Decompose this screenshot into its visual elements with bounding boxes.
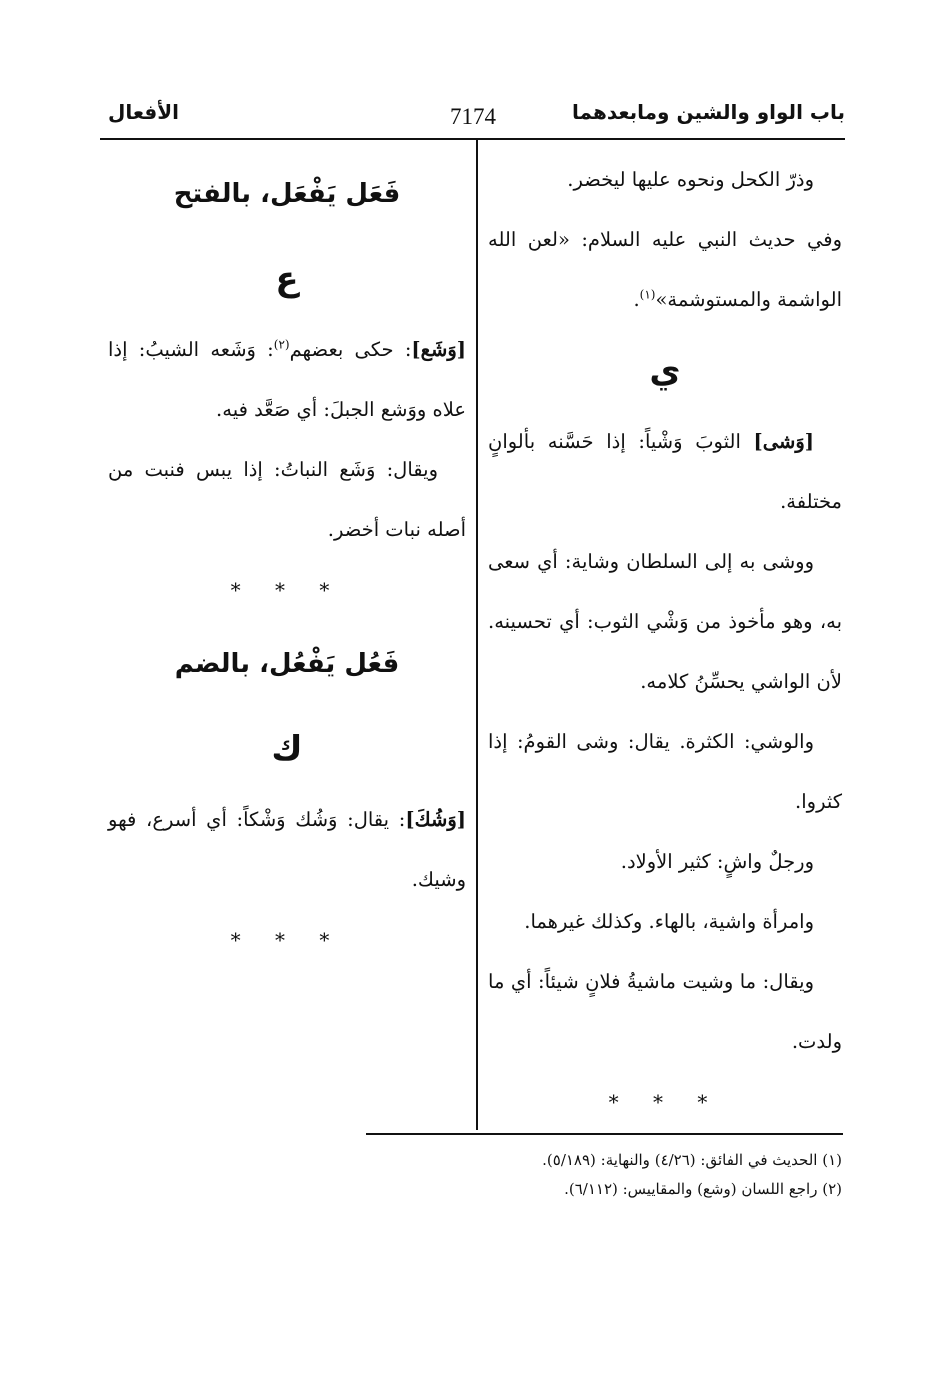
chapter-heading: فَعَل يَفْعَل، بالفتح	[173, 179, 401, 209]
paragraph: والوشي: الكثرة. يقال: وشى القومُ: إذا كثروا.	[488, 730, 842, 813]
chapter-heading: فَعُل يَفْعُل، بالضم	[174, 649, 400, 679]
entry-paragraph	[108, 320, 466, 440]
paragraph-text: الثوبَ وَشْياً: إذا حَسَّنه بألوانٍ مختلفة.	[488, 430, 842, 513]
section-separator: * * *	[230, 578, 344, 602]
footnote-ref: (١)	[639, 287, 656, 302]
letter-heading: ع	[275, 259, 299, 299]
running-header	[100, 96, 845, 136]
paragraph-text: : حكى بعضهم	[289, 338, 412, 361]
entry-paragraph	[488, 412, 842, 532]
letter-heading: ي	[649, 351, 681, 391]
paragraph: ويقال: ما وشيت ماشيةُ فلانٍ شيئاً: أي ما ولدت.	[488, 970, 842, 1053]
section-separator: * * *	[230, 928, 344, 952]
footnotes	[360, 1146, 842, 1204]
headword: [وَشُكَ]	[405, 808, 466, 831]
paragraph: وذرّ الكحل ونحوه عليها ليخضر.	[567, 168, 814, 191]
headword: [وَشى]	[753, 430, 814, 453]
section-title: الأفعال	[108, 100, 179, 124]
paragraph: ويقال: وَشَع النباتُ: إذا يبس فنبت من أصله نبات أخضر.	[108, 458, 466, 541]
paragraph-text: : وَشَعه الشيبُ: إذا علاه ووَشع الجبلَ: أي صَعَّد فيه.	[108, 338, 466, 421]
header-rule	[100, 138, 845, 140]
letter-heading: ك	[271, 729, 303, 769]
paragraph: ورجلٌ واشٍ: كثير الأولاد.	[620, 850, 814, 873]
hadith-paragraph	[488, 210, 842, 330]
paragraph-text: وفي حديث النبي عليه السلام: «لعن الله الواشمة والمستوشمة»	[488, 228, 842, 311]
footnote-ref: (٢)	[273, 337, 290, 352]
entry-paragraph	[108, 790, 466, 910]
chapter-title: باب الواو والشين ومابعدهما	[572, 100, 845, 124]
right-column	[488, 150, 842, 1132]
column-divider	[476, 140, 478, 1130]
paragraph-text: : يقال: وَشُك وَشْكاً: أي أسرع، فهو وشيك.	[108, 808, 466, 891]
left-column	[108, 150, 466, 970]
page-number: 7174	[450, 104, 496, 129]
footnote: (٢) راجع اللسان (وشع) والمقاييس: (٦/١١٢).	[564, 1180, 842, 1198]
headword: [وَشَع]	[411, 338, 466, 361]
section-separator: * * *	[608, 1090, 722, 1114]
footnote: (١) الحديث في الفائق: (٤/٢٦) والنهاية: (٥/١٨٩).	[542, 1151, 842, 1169]
footnote-rule	[366, 1133, 843, 1135]
paragraph-end: .	[633, 288, 640, 311]
paragraph: وامرأة واشية، بالهاء. وكذلك غيرهما.	[524, 910, 814, 933]
paragraph: ووشى به إلى السلطان وشاية: أي سعى به، وهو مأخوذ من وَشْي الثوب: أي تحسينه. لأن الواشي يحسِّنُ كلامه.	[488, 550, 842, 693]
